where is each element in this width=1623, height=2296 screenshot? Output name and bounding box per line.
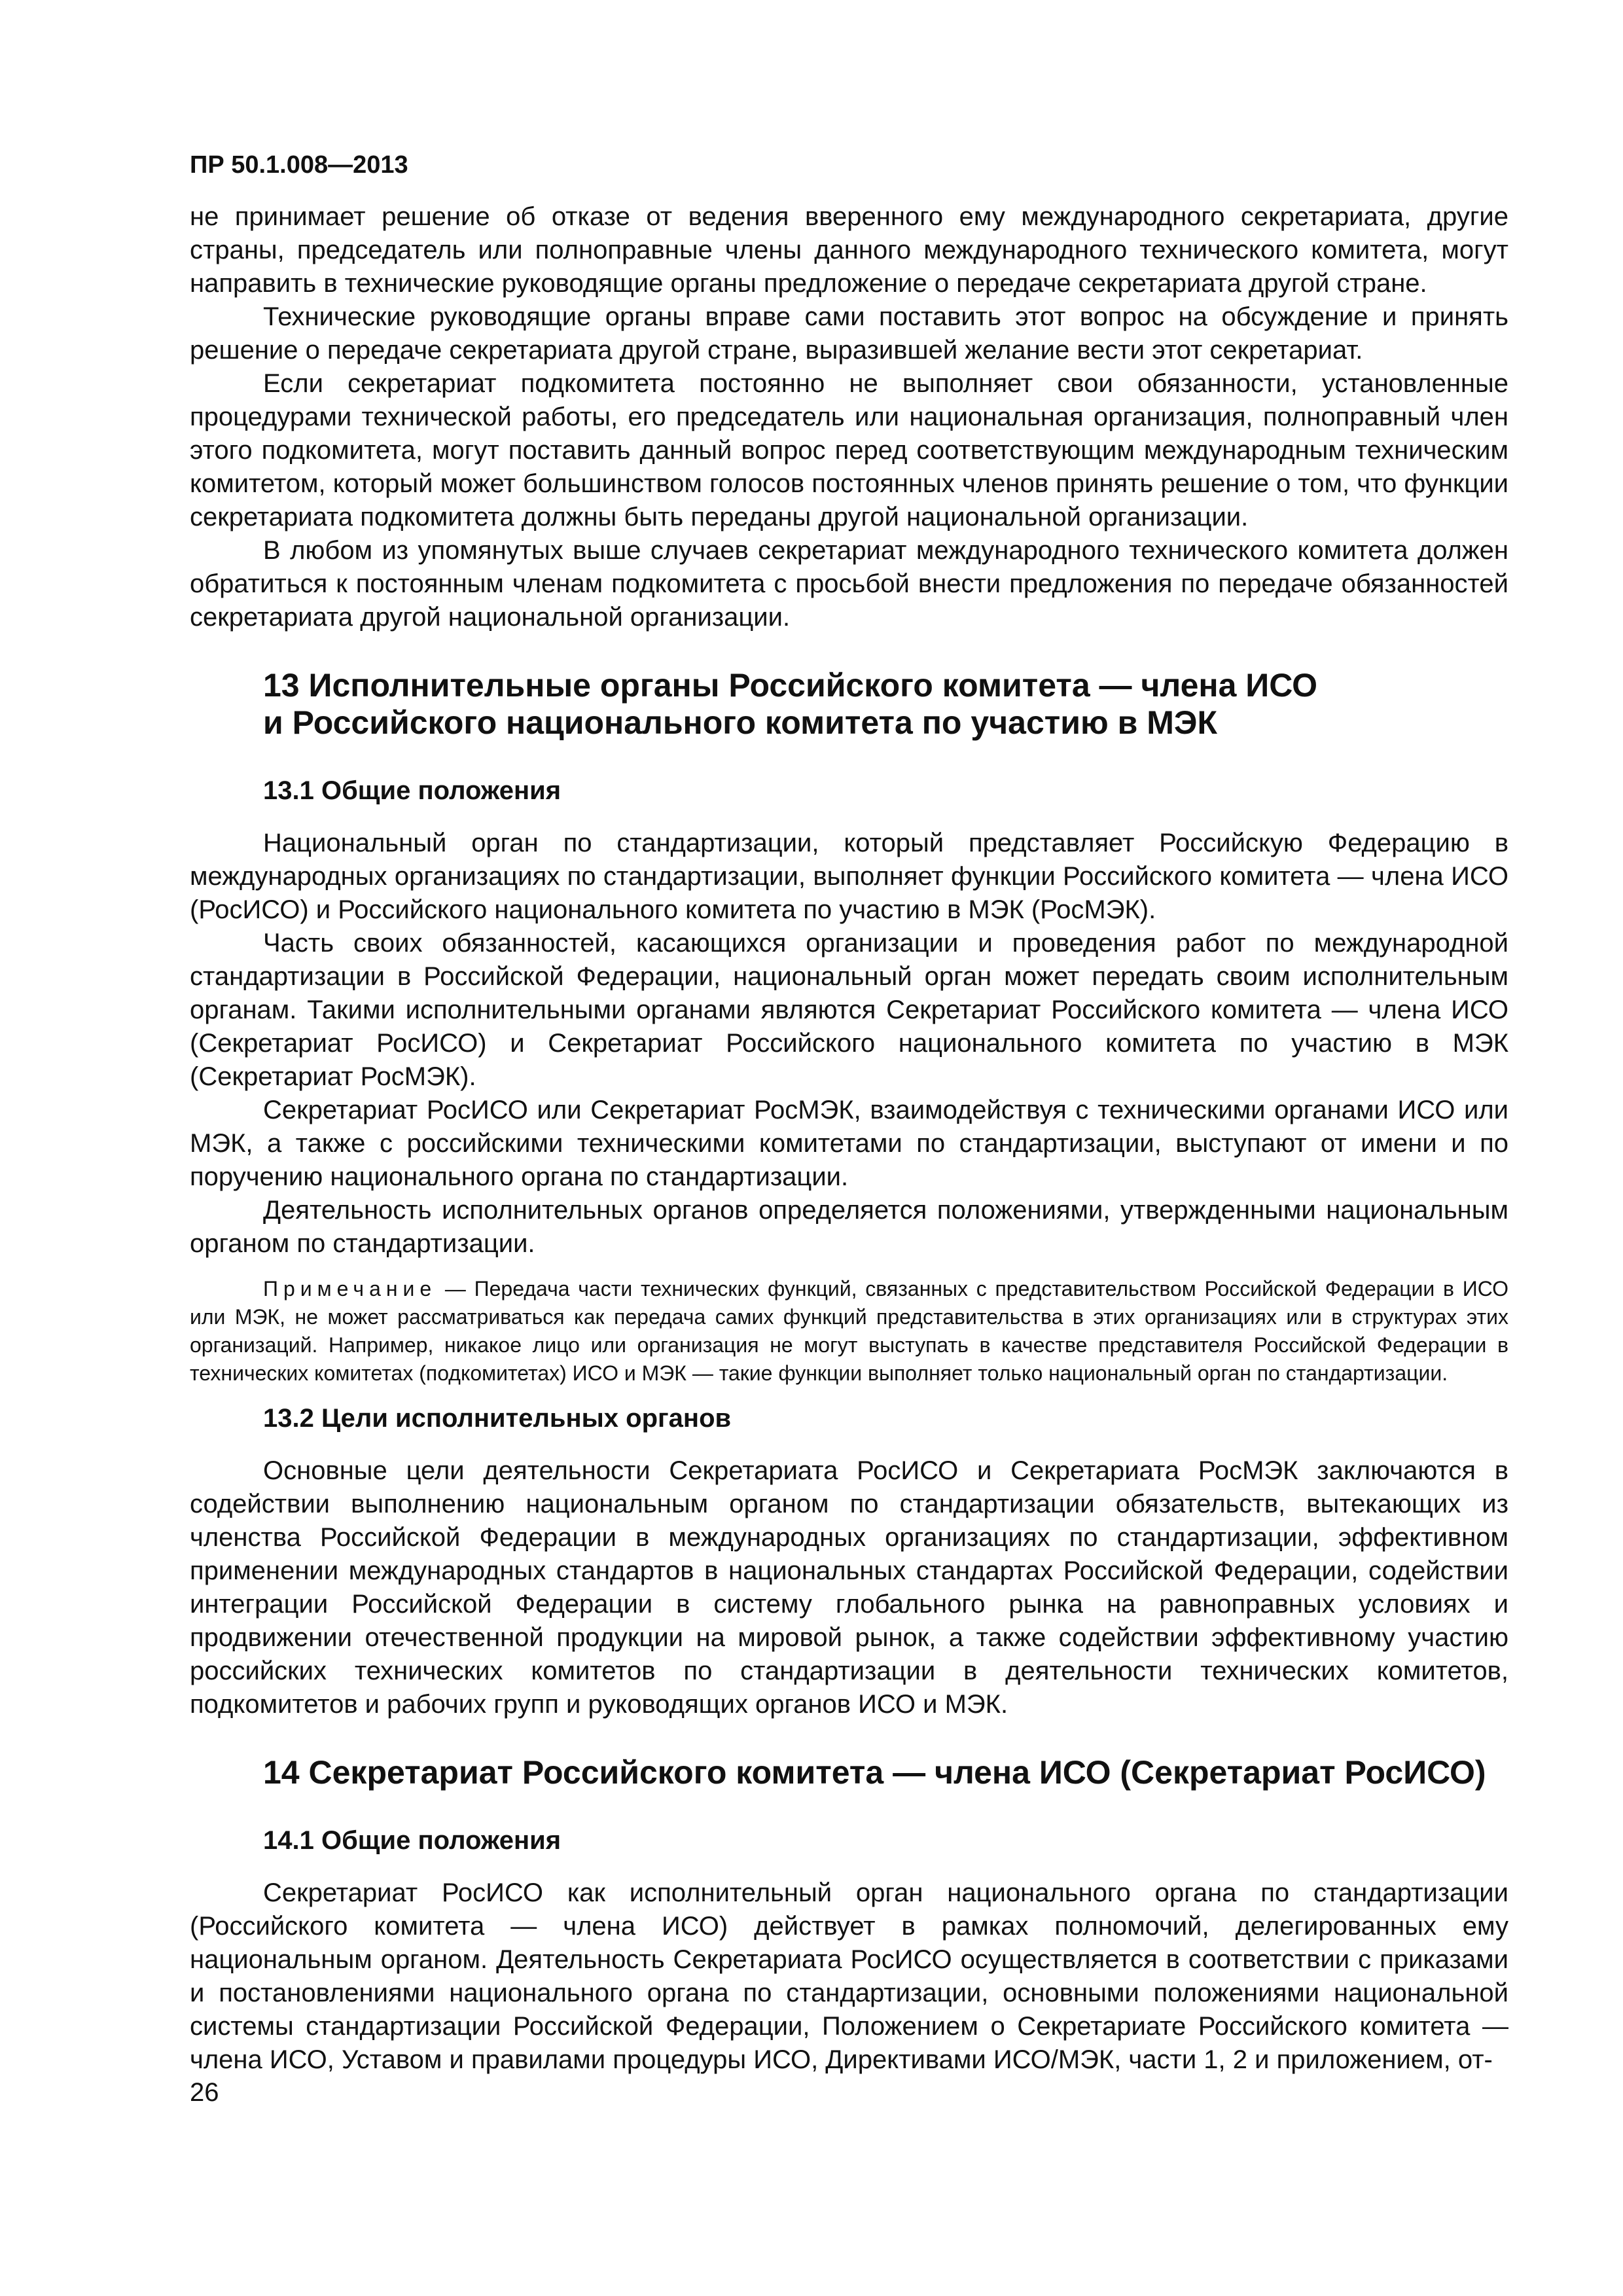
- document-code: ПР 50.1.008—2013: [190, 151, 408, 179]
- paragraph: Секретариат РосИСО или Секретариат РосМЭК, взаимодействуя с техническими органами ИСО или МЭК, а также с российскими техническими комитетами по стандартизации, выступают от имени и по поручению национального органа по стандартизации.: [190, 1095, 1508, 1191]
- paragraph: Национальный орган по стандартизации, который представляет Российскую Федерацию в международных организациях по стандартизации, выполняет функции Российского комитета — члена ИСО (РосИСО) и Российского национального комитета по участию в МЭК (РосМЭК).: [190, 828, 1508, 924]
- note-text: — Передача части технических функций, связанных с представительством Российской Федерации в ИСО или МЭК, не может рассматриваться как передача самих функций представительства в этих организациях или в структурах этих организаций. Например, никакое лицо или организация не могут выступать в качестве представителя Российской Федерации в технических комитетах (подкомитетах) ИСО и МЭК — такие функции выполняет только национальный орган по стандартизации.: [190, 1276, 1508, 1385]
- paragraph: не принимает решение об отказе от ведения вверенного ему международного секретариата, другие страны, председатель или полноправные члены данного международного технического комитета, могут направить в технические руководящие органы предложение о передаче секретариата другой стране.: [190, 202, 1508, 298]
- paragraph: Деятельность исполнительных органов определяется положениями, утвержденными национальным органом по стандартизации.: [190, 1195, 1508, 1258]
- subsection-14-1-title: 14.1 Общие положения: [263, 1825, 562, 1855]
- section-14-title: 14 Секретариат Российского комитета — члена ИСО (Секретариат РосИСО): [263, 1753, 1486, 1791]
- subsection-13-1-title: 13.1 Общие положения: [263, 776, 562, 805]
- subsection-13-2-title: 13.2 Цели исполнительных органов: [263, 1403, 732, 1433]
- document-page: [190, 151, 1508, 2077]
- paragraph: Секретариат РосИСО как исполнительный орган национального органа по стандартизации (Российского комитета — члена ИСО) действует в рамках полномочий, делегированных ему национальным органом. Деятельность Секретариата РосИСО осуществляется в соответствии с приказами и постановлениями национального органа по стандартизации, основными положениями национальной системы стандартизации Российской Федерации, Положением о Секретариате Российского комитета — члена ИСО, Уставом и правилами процедуры ИСО, Директивами ИСО/МЭК, части 1, 2 и приложением, от-: [190, 1878, 1508, 2074]
- paragraph: Если секретариат подкомитета постоянно не выполняет свои обязанности, установленные процедурами технической работы, его председатель или национальная организация, полноправный член этого подкомитета, могут поставить данный вопрос перед соответствующим международным техническим комитетом, который может большинством голосов постоянных членов принять решение о том, что функции секретариата подкомитета должны быть переданы другой национальной организации.: [190, 368, 1508, 531]
- page-number: 26: [190, 2078, 219, 2107]
- section-13-title-line1: 13 Исполнительные органы Российского комитета — члена ИСО: [263, 666, 1317, 704]
- paragraph: Часть своих обязанностей, касающихся организации и проведения работ по международной стандартизации в Российской Федерации, национальный орган может передать своим исполнительным органам. Такими исполнительными органами являются Секретариат Российского комитета — члена ИСО (Секретариат РосИСО) и Секретариат Российского национального комитета по участию в МЭК (Секретариат РосМЭК).: [190, 928, 1508, 1091]
- section-13-title-line2: и Российского национального комитета по участию в МЭК: [263, 704, 1217, 741]
- paragraph: Основные цели деятельности Секретариата РосИСО и Секретариата РосМЭК заключаются в содействии выполнению национальным органом по стандартизации обязательств, вытекающих из членства Российской Федерации в международных организациях по стандартизации, эффективном применении международных стандартов в национальных стандартах Российской Федерации, содействии интеграции Российской Федерации в систему глобального рынка на равноправных условиях и продвижении отечественной продукции на мировой рынок, а также содействии эффективному участию российских технических комитетов по стандартизации в деятельности технических комитетов, подкомитетов и рабочих групп и руководящих органов ИСО и МЭК.: [190, 1456, 1508, 1719]
- paragraph: В любом из упомянутых выше случаев секретариат международного технического комитета должен обратиться к постоянным членам подкомитета с просьбой внести предложения по передаче обязанностей секретариата другой национальной организации.: [190, 535, 1508, 632]
- paragraph: Технические руководящие органы вправе сами поставить этот вопрос на обсуждение и принять решение о передаче секретариата другой стране, выразившей желание вести этот секретариат.: [190, 302, 1508, 365]
- note: [190, 1275, 1508, 1388]
- note-label: Примечание: [263, 1276, 437, 1300]
- section-13-title: [263, 667, 1508, 742]
